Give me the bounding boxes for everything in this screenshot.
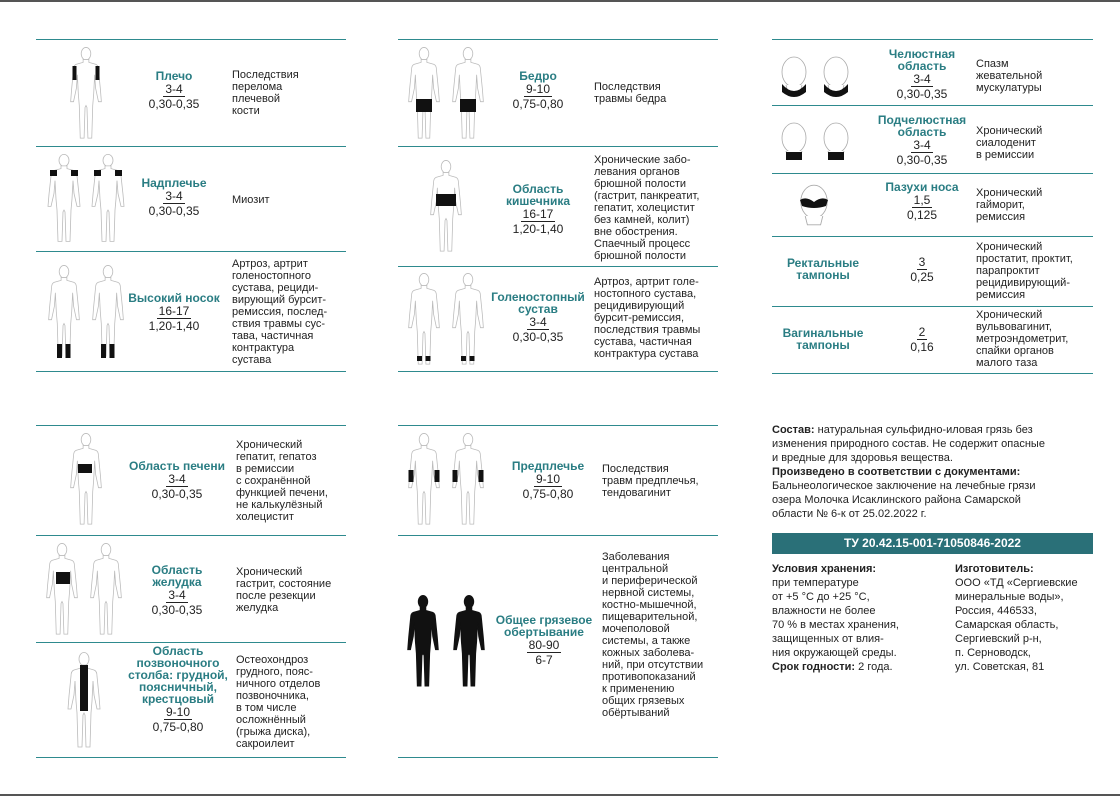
course-value: 1,5 bbox=[913, 193, 931, 207]
zone-block-vaginal bbox=[772, 327, 874, 351]
storage-block: Условия хранения: при температуре от +5 °С до +25 °С, влажности не более 70 % в местах хранения, защищенных от влия- ния окружающей среды. Срок годности: 2 года. bbox=[772, 563, 899, 673]
section-top-left bbox=[36, 39, 346, 371]
zone-block-ankle bbox=[488, 291, 588, 344]
zone-name: Челюстная область bbox=[888, 47, 956, 73]
section-bottom-left bbox=[36, 425, 346, 757]
zone-name: Область желудка bbox=[151, 563, 203, 589]
zone-block-forearm bbox=[502, 460, 594, 501]
zone-name: Область кишечника bbox=[505, 182, 571, 208]
course-value: 3-4 bbox=[165, 82, 183, 96]
zone-block-rectal bbox=[772, 257, 874, 281]
course-value: 9-10 bbox=[165, 705, 191, 719]
composition-label: Состав: bbox=[772, 424, 815, 436]
body-figure-ankle bbox=[404, 272, 488, 368]
row-rectal bbox=[772, 237, 1093, 307]
desc-rectal: Хронический простатит, проктит, парапроктит рецидивирующий- ремиссия bbox=[976, 241, 1073, 301]
maker-label: Изготовитель: bbox=[955, 563, 1034, 575]
row-intestine bbox=[398, 147, 718, 267]
row-thigh bbox=[398, 40, 718, 147]
body-figure-stomach bbox=[42, 542, 126, 638]
course-value: 3-4 bbox=[168, 472, 186, 486]
head-figure-submandibular bbox=[774, 112, 858, 170]
dose-block-rectal bbox=[892, 255, 952, 284]
zone-name: Область печени bbox=[129, 459, 225, 473]
desc-intestine: Хронические забо- левания органов брюшной полости (гастрит, панкреатит, гепатит, холецистит без камней, колит) вне обострения. Спаечный процесс брюшной полости bbox=[594, 154, 700, 262]
desc-full-wrap: Заболевания центральной и периферической нервной системы, костно-мышечной, пищеварительной, мочеполовой системы, а также кожных заболева- ний, при отсутствии противопоказаний к применению общих грязевых обёртываний bbox=[602, 551, 704, 719]
course-value: 3 bbox=[918, 255, 926, 269]
zone-block-liver bbox=[126, 460, 228, 501]
desc-upper-shoulder: Миозит bbox=[232, 194, 270, 206]
dose-value: 0,30-0,35 bbox=[896, 87, 948, 101]
desc-submandibular: Хронический сиалоденит в ремиссии bbox=[976, 125, 1043, 161]
zone-name: Подчелюстная область bbox=[877, 113, 967, 139]
zone-name: Пазухи носа bbox=[885, 180, 959, 194]
desc-stomach: Хронический гастрит, состояние после резекции желудка bbox=[236, 566, 332, 614]
desc-ankle: Артроз, артрит голе- ностопного сустава, рецидивирующий бурсит-ремиссия, последствия травмы сустава, частичная контрактура сустава bbox=[594, 276, 701, 360]
maker-block: Изготовитель: ООО «ТД «Сергиевские минеральные воды», Россия, 446533, Самарская область, Сергиевский р-н, п. Серноводск, ул. Советская, 81 bbox=[955, 563, 1078, 673]
row-submandibular bbox=[772, 106, 1093, 174]
zone-name: Голеностопный сустав bbox=[491, 290, 585, 316]
zone-name: Область позвоночного столба: грудной, поясничный, крестцовый bbox=[128, 644, 228, 706]
zone-name: Предплечье bbox=[511, 459, 585, 473]
desc-vaginal: Хронический вульвовагинит, метроэндометрит, спайки органов малого таза bbox=[976, 309, 1069, 369]
zone-name: Вагинальные тампоны bbox=[782, 326, 864, 352]
body-figure-shoulder bbox=[66, 46, 106, 142]
course-value: 3-4 bbox=[168, 588, 186, 602]
dose-value: 0,30-0,35 bbox=[148, 97, 200, 111]
zone-name: Надплечье bbox=[141, 176, 207, 190]
dose-value: 0,16 bbox=[910, 340, 934, 354]
body-figure-forearm bbox=[404, 432, 488, 528]
zone-block-upper-shoulder bbox=[136, 177, 212, 218]
course-value: 9-10 bbox=[535, 472, 561, 486]
row-upper-shoulder bbox=[36, 147, 346, 252]
desc-thigh: Последствия травмы бедра bbox=[594, 81, 667, 105]
dose-value: 1,20-1,40 bbox=[148, 319, 200, 333]
zone-block-jaw bbox=[876, 48, 968, 101]
storage-label: Условия хранения: bbox=[772, 563, 877, 575]
zone-block-high-sock bbox=[124, 292, 224, 333]
zone-block-full-wrap bbox=[494, 614, 594, 667]
body-figure-full-wrap bbox=[402, 594, 490, 690]
dose-value: 0,75-0,80 bbox=[512, 97, 564, 111]
dose-value: 0,30-0,35 bbox=[151, 487, 203, 501]
body-figure-thigh bbox=[404, 46, 488, 142]
dose-value: 0,75-0,80 bbox=[152, 720, 204, 734]
body-figure-liver bbox=[66, 432, 106, 528]
desc-sinus: Хронический гайморит, ремиссия bbox=[976, 187, 1043, 223]
course-value: 16-17 bbox=[158, 304, 190, 318]
head-figure-sinus bbox=[792, 176, 836, 234]
zone-block-intestine bbox=[498, 183, 578, 236]
section-top-right bbox=[772, 39, 1093, 373]
row-shoulder bbox=[36, 40, 346, 147]
zone-name: Плечо bbox=[155, 69, 193, 83]
course-value: 2 bbox=[918, 325, 926, 339]
top-border bbox=[0, 0, 1120, 2]
shelf-value: 2 года. bbox=[858, 661, 893, 673]
body-figure-upper-shoulder bbox=[44, 153, 128, 245]
zone-block-submandibular bbox=[872, 114, 972, 167]
tu-banner: ТУ 20.42.15-001-71050846-2022 bbox=[772, 533, 1093, 554]
zone-name: Бедро bbox=[519, 69, 557, 83]
row-sinus bbox=[772, 174, 1093, 237]
course-value: 16-17 bbox=[522, 207, 554, 221]
head-figure-jaw bbox=[774, 46, 858, 102]
dose-value: 0,25 bbox=[910, 270, 934, 284]
course-value: 3-4 bbox=[913, 138, 931, 152]
zone-block-shoulder bbox=[136, 70, 212, 111]
body-figure-high-sock bbox=[44, 264, 128, 360]
zone-name: Ректальные тампоны bbox=[786, 256, 860, 282]
composition-text: натуральная сульфидно-иловая грязь без bbox=[817, 424, 1033, 436]
course-value: 3-4 bbox=[913, 72, 931, 86]
section-top-middle bbox=[398, 39, 718, 371]
course-value: 9-10 bbox=[525, 82, 551, 96]
composition-block: Состав: натуральная сульфидно-иловая грязь без изменения природного состав. Не содержит опасные и вредные для здоровья вещества. Произведено в соответствии с документами: Бальнеологическое заключение на лечебные грязи озера Молочка Исаклинского района Самарской области № 6-к от 25.02.2022 г. bbox=[772, 424, 1045, 520]
row-full-wrap bbox=[398, 536, 718, 758]
zone-block-thigh bbox=[498, 70, 578, 111]
dose-value: 0,125 bbox=[906, 208, 938, 222]
zone-block-spine bbox=[128, 645, 228, 734]
zone-name: Общее грязевое обертывание bbox=[495, 613, 593, 639]
dose-value: 0,30-0,35 bbox=[512, 330, 564, 344]
dose-value: 0,30-0,35 bbox=[148, 204, 200, 218]
produced-label: Произведено в соответствии с документами: bbox=[772, 466, 1021, 478]
row-jaw bbox=[772, 40, 1093, 106]
row-stomach bbox=[36, 536, 346, 643]
body-figure-spine bbox=[64, 651, 104, 751]
desc-spine: Остеохондроз грудного, пояс- ничного отделов позвоночника, в том числе осложнённый (грыжа диска), сакроилеит bbox=[236, 654, 321, 750]
dose-block-vaginal bbox=[892, 325, 952, 354]
course-value: 3-4 bbox=[529, 315, 547, 329]
dose-value: 1,20-1,40 bbox=[512, 222, 564, 236]
course-value: 80-90 bbox=[528, 638, 560, 652]
row-spine bbox=[36, 643, 346, 758]
dose-value: 0,30-0,35 bbox=[151, 603, 203, 617]
desc-liver: Хронический гепатит, гепатоз в ремиссии с сохранённой функцией печени, не калькулёзный холецистит bbox=[236, 439, 328, 523]
row-forearm bbox=[398, 426, 718, 536]
dose-value: 6-7 bbox=[535, 653, 553, 667]
zone-block-stomach bbox=[136, 564, 218, 617]
row-ankle bbox=[398, 267, 718, 372]
row-high-sock bbox=[36, 252, 346, 372]
dose-value: 0,30-0,35 bbox=[896, 153, 948, 167]
dose-value: 0,75-0,80 bbox=[522, 487, 574, 501]
course-value: 3-4 bbox=[165, 189, 183, 203]
desc-forearm: Последствия травм предплечья, тендовагинит bbox=[602, 463, 699, 499]
body-figure-intestine bbox=[426, 159, 466, 255]
shelf-label: Срок годности: bbox=[772, 661, 856, 673]
desc-jaw: Спазм жевательной мускулатуры bbox=[976, 58, 1043, 94]
section-bottom-middle bbox=[398, 425, 718, 757]
zone-block-sinus bbox=[876, 181, 968, 222]
zone-name: Высокий носок bbox=[128, 291, 220, 305]
desc-high-sock: Артроз, артрит голеностопного сустава, рециди- вирующий бурсит- ремиссия, послед- ствия травмы сус- тава, частичная контрактура сустава bbox=[232, 258, 328, 366]
row-vaginal bbox=[772, 307, 1093, 374]
desc-shoulder: Последствия перелома плечевой кости bbox=[232, 69, 299, 117]
row-liver bbox=[36, 426, 346, 536]
